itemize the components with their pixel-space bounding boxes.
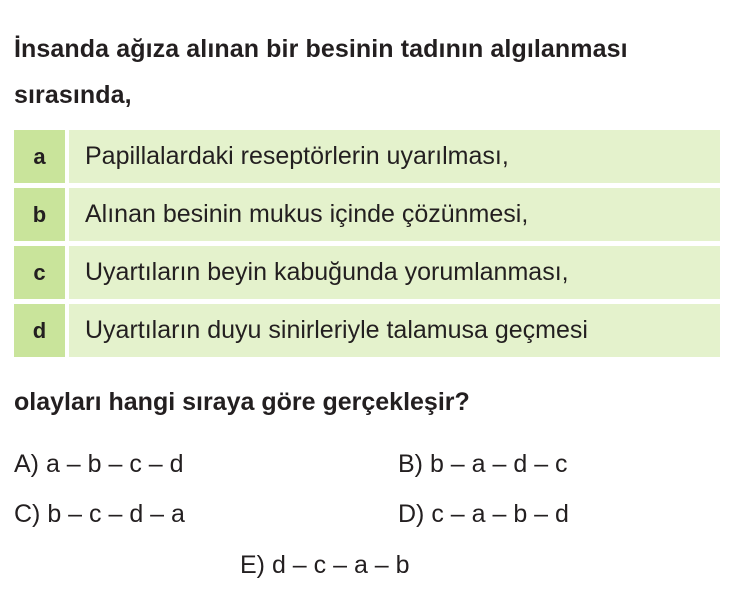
option-c[interactable]: C) b – c – d – a (14, 500, 185, 528)
step-text-a: Papillalardaki reseptörlerin uyarılması, (69, 130, 720, 183)
step-letter-d: d (14, 304, 65, 357)
question-stem: İnsanda ağıza alınan bir besinin tadının algılanması sırasında, (14, 35, 628, 109)
option-d[interactable]: D) c – a – b – d (398, 500, 569, 528)
step-row-c (14, 246, 720, 299)
step-text-d: Uyartıların duyu sinirleriyle talamusa geçmesi (69, 304, 720, 357)
question-ask: olayları hangi sıraya göre gerçekleşir? (14, 388, 470, 416)
steps-table (14, 130, 720, 362)
step-letter-b: b (14, 188, 65, 241)
step-row-b (14, 188, 720, 241)
step-row-d (14, 304, 720, 357)
step-letter-c: c (14, 246, 65, 299)
step-text-b: Alınan besinin mukus içinde çözünmesi, (69, 188, 720, 241)
step-row-a (14, 130, 720, 183)
option-e[interactable]: E) d – c – a – b (240, 551, 410, 579)
option-a[interactable]: A) a – b – c – d (14, 450, 184, 478)
step-text-c: Uyartıların beyin kabuğunda yorumlanması, (69, 246, 720, 299)
step-letter-a: a (14, 130, 65, 183)
option-b[interactable]: B) b – a – d – c (398, 450, 568, 478)
